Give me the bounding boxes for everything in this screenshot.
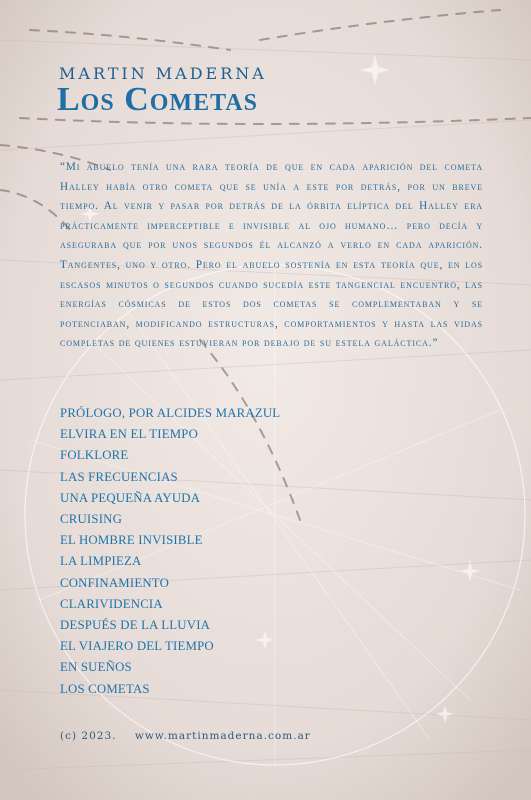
table-of-contents — [60, 403, 280, 700]
list-item: LA LIMPIEZA — [60, 554, 142, 569]
list-item: PRÓLOGO, POR ALCIDES MARAZUL — [60, 406, 281, 420]
list-item: EL VIAJERO DEL TIEMPO — [60, 639, 214, 654]
back-cover-quote: “Mi abuelo tenía una rara teoría de que en cada aparición del cometa Halley había otro cometa que se unía a este por detrás, por un breve tiempo. Al venir y pasar por detrás de la órbita elíptica del Halley era prácticamente imperceptible e invisible al ojo humano… pero decía y aseguraba que por unos segundos él alcanzó a verlo en cada aparición. Tangentes, uno y otro. Pero el abuelo sostenía en esta teoría que, en los escasos minutos o segundos cuando sucedía este tangencial encuentro, las energías cósmicas de estos dos cometas se complementaban y se potenciaban, modificando estructuras, comportamientos y hasta las vidas completas de quienes estuvieran por debajo de su estela galáctica.” — [60, 161, 483, 350]
website-link[interactable]: www.martinmaderna.com.ar — [134, 730, 311, 742]
list-item: CLARIVIDENCIA — [60, 596, 163, 611]
list-item: UNA PEQUEÑA AYUDA — [60, 490, 201, 505]
list-item: DESPUÉS DE LA LLUVIA — [60, 618, 211, 633]
list-item: LOS COMETAS — [60, 681, 150, 696]
author-name: MARTIN MADERNA — [59, 64, 267, 83]
list-item: EL HOMBRE INVISIBLE — [60, 533, 203, 548]
list-item: LAS FRECUENCIAS — [60, 469, 178, 484]
list-item: FOLKLORE — [60, 448, 129, 463]
list-item: EN SUEÑOS — [60, 660, 132, 675]
book-title: Los Cometas — [57, 81, 258, 118]
footer — [60, 730, 311, 742]
copyright-text: (c) 2023. — [60, 730, 117, 742]
list-item: ELVIRA EN EL TIEMPO — [60, 427, 199, 442]
list-item: CONFINAMIENTO — [60, 575, 170, 590]
list-item: CRUISING — [60, 512, 123, 527]
